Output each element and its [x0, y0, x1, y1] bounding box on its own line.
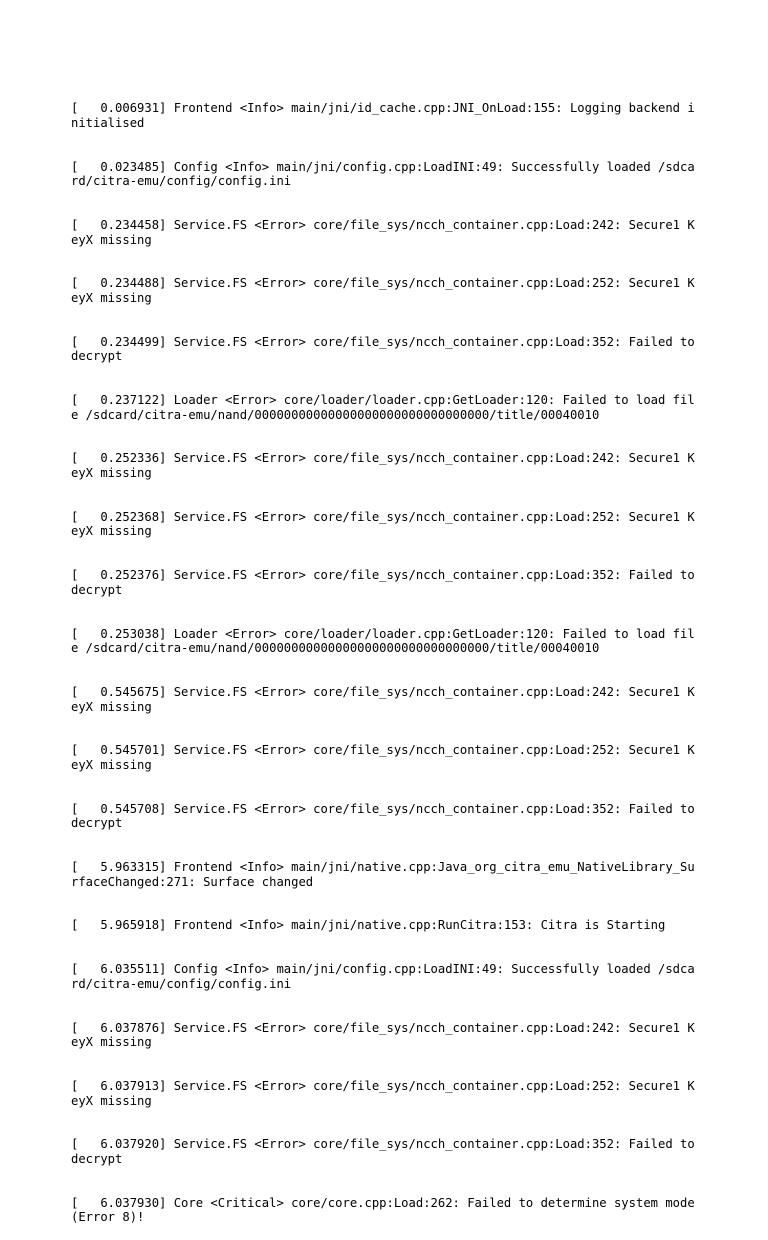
log-line: [ 6.037913] Service.FS <Error> core/file_sys/ncch_container.cpp:Load:252: Secure1 KeyX missing — [71, 1078, 695, 1108]
log-line: [ 0.252376] Service.FS <Error> core/file_sys/ncch_container.cpp:Load:352: Failed to decrypt — [71, 568, 703, 597]
log-line: [ 6.037930] Core <Critical> core/core.cpp:Load:262: Failed to determine system mode (Error 8)! — [71, 1195, 703, 1225]
log-line: [ 0.253038] Loader <Error> core/loader/loader.cpp:GetLoader:120: Failed to load file /sdcard/citra-emu/nand/00000000000000000000000000000000/title/00040010 — [71, 626, 695, 656]
log-line: [ 0.006931] Frontend <Info> main/jni/id_cache.cpp:JNI_OnLoad:155: Logging backend initialised — [71, 101, 695, 130]
log-line: [ 0.234458] Service.FS <Error> core/file_sys/ncch_container.cpp:Load:242: Secure1 KeyX missing — [71, 217, 695, 247]
log-line: [ 6.037876] Service.FS <Error> core/file_sys/ncch_container.cpp:Load:242: Secure1 KeyX missing — [71, 1020, 695, 1050]
log-line: [ 0.252336] Service.FS <Error> core/file_sys/ncch_container.cpp:Load:242: Secure1 KeyX missing — [71, 451, 695, 481]
log-output — [71, 72, 701, 1240]
log-line: [ 6.037920] Service.FS <Error> core/file_sys/ncch_container.cpp:Load:352: Failed to decrypt — [71, 1137, 703, 1166]
log-line: [ 0.545708] Service.FS <Error> core/file_sys/ncch_container.cpp:Load:352: Failed to decrypt — [71, 801, 703, 831]
log-line: [ 0.234499] Service.FS <Error> core/file_sys/ncch_container.cpp:Load:352: Failed to decrypt — [71, 334, 703, 364]
log-line: [ 0.545701] Service.FS <Error> core/file_sys/ncch_container.cpp:Load:252: Secure1 KeyX missing — [71, 743, 695, 772]
log-line: [ 0.234488] Service.FS <Error> core/file_sys/ncch_container.cpp:Load:252: Secure1 KeyX missing — [71, 276, 695, 305]
log-line: [ 0.023485] Config <Info> main/jni/config.cpp:LoadINI:49: Successfully loaded /sdcard/citra-emu/config/config.ini — [71, 159, 695, 189]
log-line: [ 0.237122] Loader <Error> core/loader/loader.cpp:GetLoader:120: Failed to load file /sdcard/citra-emu/nand/00000000000000000000000000000000/title/00040010 — [71, 393, 695, 422]
log-line: [ 6.035511] Config <Info> main/jni/config.cpp:LoadINI:49: Successfully loaded /sdcard/citra-emu/config/config.ini — [71, 962, 695, 991]
log-line: [ 0.252368] Service.FS <Error> core/file_sys/ncch_container.cpp:Load:252: Secure1 KeyX missing — [71, 509, 695, 539]
log-line: [ 5.965918] Frontend <Info> main/jni/native.cpp:RunCitra:153: Citra is Starting — [71, 918, 666, 933]
log-line: [ 5.963315] Frontend <Info> main/jni/native.cpp:Java_org_citra_emu_NativeLibrary_SurfaceChanged:271: Surface changed — [71, 860, 695, 889]
log-line: [ 0.545675] Service.FS <Error> core/file_sys/ncch_container.cpp:Load:242: Secure1 KeyX missing — [71, 684, 695, 714]
